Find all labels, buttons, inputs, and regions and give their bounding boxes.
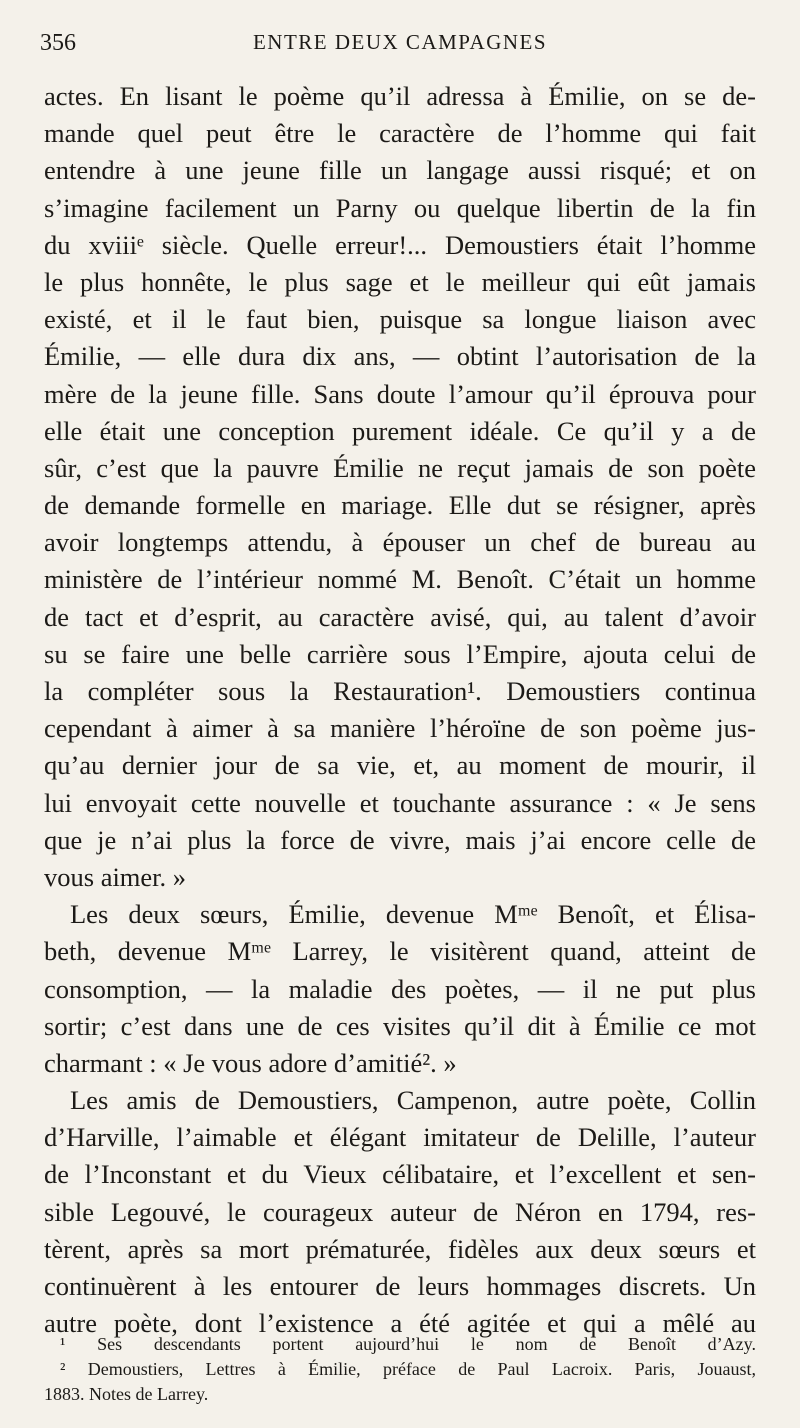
footnote: 1883. Notes de Larrey. bbox=[44, 1384, 209, 1404]
text-line: d’Harville, l’aimable et élégant imitateur de Delille, l’auteur bbox=[44, 1122, 756, 1153]
text-line: autre poète, dont l’existence a été agitée et qui a mêlé au bbox=[44, 1308, 756, 1339]
footnote: ¹ Ses descendants portent aujourd’hui le nom de Benoît d’Azy. bbox=[60, 1334, 756, 1354]
body-text bbox=[44, 78, 756, 1342]
footnotes bbox=[44, 1332, 756, 1407]
text-line: tèrent, après sa mort prématurée, fidèles aux deux sœurs et bbox=[44, 1233, 756, 1264]
text-line: lui envoyait cette nouvelle et touchante assurance : « Je sens bbox=[44, 787, 756, 818]
text-line: Les deux sœurs, Émilie, devenue Mᵐᵉ Benoît, et Élisa- bbox=[70, 899, 756, 930]
text-line: sortir; c’est dans une de ces visites qu’il dit à Émilie ce mot bbox=[44, 1010, 756, 1041]
text-line: existé, et il le faut bien, puisque sa longue liaison avec bbox=[44, 304, 756, 335]
text-line: sûr, c’est que la pauvre Émilie ne reçut jamais de son poète bbox=[44, 452, 756, 483]
text-line: su se faire une belle carrière sous l’Empire, ajouta celui de bbox=[44, 638, 756, 669]
text-line: Émilie, — elle dura dix ans, — obtint l’autorisation de la bbox=[44, 341, 756, 372]
text-line: du xviiiᵉ siècle. Quelle erreur!... Demoustiers était l’homme bbox=[44, 229, 756, 260]
text-line: vous aimer. » bbox=[44, 861, 187, 892]
text-line: de l’Inconstant et du Vieux célibataire, et l’excellent et sen- bbox=[44, 1159, 756, 1190]
text-line: ministère de l’intérieur nommé M. Benoît. C’était un homme bbox=[44, 564, 756, 595]
text-line: avoir longtemps attendu, à épouser un chef de bureau au bbox=[44, 527, 756, 558]
text-line: de demande formelle en mariage. Elle dut se résigner, après bbox=[44, 490, 756, 521]
text-line: le plus honnête, le plus sage et le meilleur qui eût jamais bbox=[44, 266, 756, 297]
running-title: ENTRE DEUX CAMPAGNES bbox=[252, 30, 548, 54]
text-line: Les amis de Demoustiers, Campenon, autre poète, Collin bbox=[70, 1085, 756, 1116]
text-line: s’imagine facilement un Parny ou quelque libertin de la fin bbox=[44, 192, 756, 223]
text-line: charmant : « Je vous adore d’amitié². » bbox=[44, 1047, 457, 1078]
text-line: cependant à aimer à sa manière l’héroïne de son poème jus- bbox=[44, 713, 756, 744]
text-line: actes. En lisant le poème qu’il adressa à Émilie, on se de- bbox=[44, 81, 756, 111]
text-line: continuèrent à les entourer de leurs hommages discrets. Un bbox=[44, 1271, 756, 1301]
text-line: beth, devenue Mᵐᵉ Larrey, le visitèrent quand, atteint de bbox=[44, 936, 756, 967]
text-line: qu’au dernier jour de sa vie, et, au moment de mourir, il bbox=[44, 750, 756, 781]
text-line: mande quel peut être le caractère de l’homme qui fait bbox=[44, 118, 756, 149]
footnote: ² Demoustiers, Lettres à Émilie, préface de Paul Lacroix. Paris, Jouaust, bbox=[60, 1359, 756, 1379]
text-line: la compléter sous la Restauration¹. Demoustiers continua bbox=[44, 676, 756, 706]
text-line: que je n’ai plus la force de vivre, mais j’ai encore celle de bbox=[44, 824, 756, 855]
text-line: de tact et d’esprit, au caractère avisé, qui, au talent d’avoir bbox=[44, 601, 756, 632]
text-line: elle était une conception purement idéale. Ce qu’il y a de bbox=[44, 415, 756, 446]
text-line: sible Legouvé, le courageux auteur de Néron en 1794, res- bbox=[44, 1196, 756, 1227]
text-line: consomption, — la maladie des poètes, — il ne put plus bbox=[44, 973, 756, 1004]
text-line: entendre à une jeune fille un langage aussi risqué; et on bbox=[44, 155, 756, 186]
page-header bbox=[40, 30, 760, 70]
text-line: mère de la jeune fille. Sans doute l’amour qu’il éprouva pour bbox=[44, 378, 756, 409]
page-number: 356 bbox=[40, 30, 76, 56]
